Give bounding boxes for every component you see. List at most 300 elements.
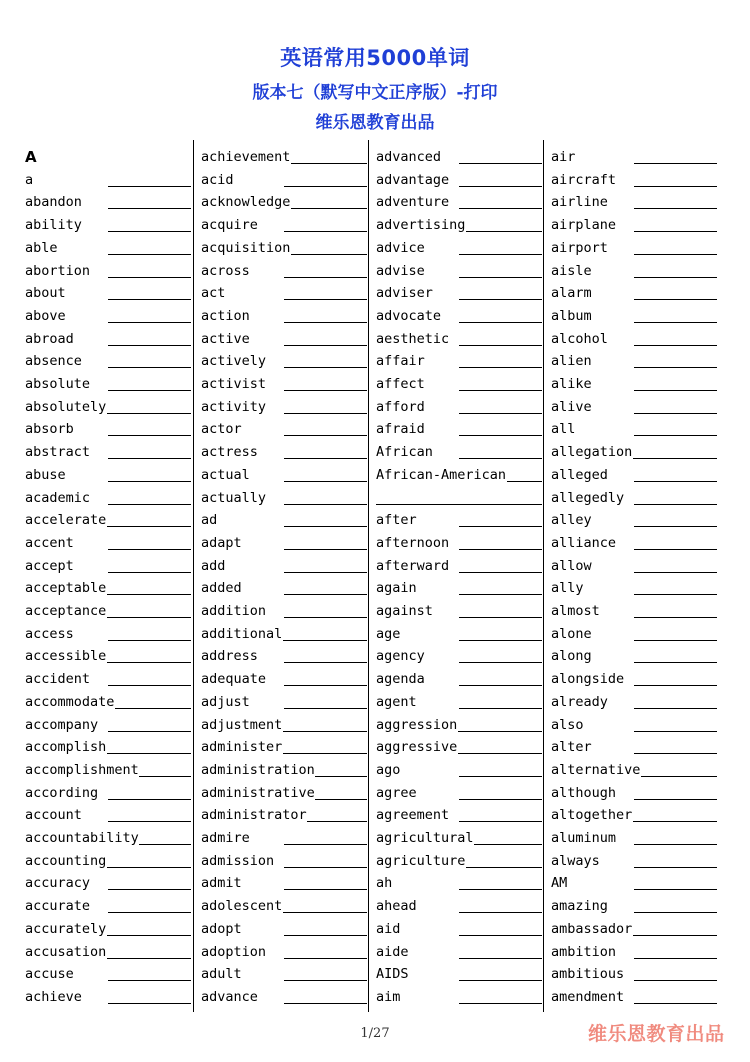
answer-blank-line[interactable] bbox=[283, 731, 367, 732]
answer-blank-line[interactable] bbox=[634, 163, 717, 164]
word-entry bbox=[201, 350, 367, 372]
answer-blank-line[interactable] bbox=[107, 413, 191, 414]
word-text: accommodate bbox=[25, 691, 114, 713]
answer-blank-line[interactable] bbox=[459, 617, 542, 618]
answer-blank-line[interactable] bbox=[291, 208, 367, 209]
word-entry bbox=[551, 396, 717, 418]
answer-blank-line[interactable] bbox=[284, 844, 367, 845]
word-text: abuse bbox=[25, 464, 66, 486]
word-entry bbox=[376, 532, 542, 554]
word-text: above bbox=[25, 305, 66, 327]
answer-blank-line[interactable] bbox=[108, 367, 191, 368]
word-entry bbox=[551, 260, 717, 282]
answer-blank-line[interactable] bbox=[284, 958, 367, 959]
answer-blank-line[interactable] bbox=[284, 685, 367, 686]
word-entry bbox=[376, 350, 542, 372]
answer-blank-line[interactable] bbox=[315, 776, 367, 777]
answer-blank-line[interactable] bbox=[108, 186, 191, 187]
word-text: alarm bbox=[551, 282, 592, 304]
word-entry bbox=[201, 441, 367, 463]
word-text: addition bbox=[201, 600, 266, 622]
word-text: added bbox=[201, 577, 242, 599]
word-entry bbox=[376, 418, 542, 440]
page-number: 1/27 bbox=[360, 1026, 390, 1041]
answer-blank-line[interactable] bbox=[458, 731, 542, 732]
answer-blank-line[interactable] bbox=[466, 231, 542, 232]
word-entry bbox=[376, 214, 542, 236]
word-entry bbox=[376, 668, 542, 690]
answer-blank-line[interactable] bbox=[459, 980, 542, 981]
answer-blank-line[interactable] bbox=[634, 504, 717, 505]
answer-blank-line[interactable] bbox=[108, 481, 191, 482]
answer-blank-line[interactable] bbox=[284, 504, 367, 505]
word-text: afterward bbox=[376, 555, 449, 577]
answer-blank-line[interactable] bbox=[139, 776, 191, 777]
word-entry bbox=[376, 555, 542, 577]
word-text: adopt bbox=[201, 918, 242, 940]
word-entry bbox=[376, 986, 542, 1008]
word-text: acid bbox=[201, 169, 234, 191]
answer-blank-line[interactable] bbox=[108, 799, 191, 800]
word-entry bbox=[201, 623, 367, 645]
answer-blank-line[interactable] bbox=[634, 640, 717, 641]
answer-blank-line[interactable] bbox=[634, 526, 717, 527]
answer-blank-line[interactable] bbox=[107, 617, 191, 618]
answer-blank-line[interactable] bbox=[459, 889, 542, 890]
answer-blank-line[interactable] bbox=[291, 163, 367, 164]
word-entry bbox=[25, 464, 191, 486]
word-text: accent bbox=[25, 532, 74, 554]
word-text: able bbox=[25, 237, 58, 259]
word-entry bbox=[25, 169, 191, 191]
word-text: actually bbox=[201, 487, 266, 509]
answer-blank-line[interactable] bbox=[284, 299, 367, 300]
word-text: abortion bbox=[25, 260, 90, 282]
answer-blank-line[interactable] bbox=[376, 504, 542, 505]
answer-blank-line[interactable] bbox=[284, 889, 367, 890]
answer-blank-line[interactable] bbox=[634, 753, 717, 754]
answer-blank-line[interactable] bbox=[474, 844, 542, 845]
word-text: alongside bbox=[551, 668, 624, 690]
word-text: administer bbox=[201, 736, 282, 758]
answer-blank-line[interactable] bbox=[634, 277, 717, 278]
answer-blank-line[interactable] bbox=[108, 254, 191, 255]
word-text: act bbox=[201, 282, 225, 304]
word-entry bbox=[376, 895, 542, 917]
answer-blank-line[interactable] bbox=[634, 299, 717, 300]
word-entry bbox=[551, 509, 717, 531]
answer-blank-line[interactable] bbox=[283, 640, 367, 641]
word-text: ambitious bbox=[551, 963, 624, 985]
answer-blank-line[interactable] bbox=[108, 504, 191, 505]
answer-blank-line[interactable] bbox=[108, 980, 191, 981]
word-text: air bbox=[551, 146, 575, 168]
answer-blank-line[interactable] bbox=[284, 435, 367, 436]
answer-blank-line[interactable] bbox=[108, 731, 191, 732]
answer-blank-line[interactable] bbox=[284, 345, 367, 346]
word-text: also bbox=[551, 714, 584, 736]
answer-blank-line[interactable] bbox=[459, 299, 542, 300]
word-entry bbox=[376, 872, 542, 894]
word-text: abstract bbox=[25, 441, 90, 463]
word-entry bbox=[25, 691, 191, 713]
word-text: all bbox=[551, 418, 575, 440]
answer-blank-line[interactable] bbox=[634, 549, 717, 550]
word-entry bbox=[25, 986, 191, 1008]
answer-blank-line[interactable] bbox=[107, 867, 191, 868]
answer-blank-line[interactable] bbox=[284, 390, 367, 391]
answer-blank-line[interactable] bbox=[307, 821, 367, 822]
answer-blank-line[interactable] bbox=[315, 799, 367, 800]
answer-blank-line[interactable] bbox=[284, 867, 367, 868]
answer-blank-line[interactable] bbox=[459, 662, 542, 663]
answer-blank-line[interactable] bbox=[459, 935, 542, 936]
word-text: absorb bbox=[25, 418, 74, 440]
word-entry bbox=[25, 487, 191, 509]
word-entry bbox=[551, 623, 717, 645]
answer-blank-line[interactable] bbox=[108, 390, 191, 391]
answer-blank-line[interactable] bbox=[634, 413, 717, 414]
word-entry bbox=[201, 759, 367, 781]
word-text: ago bbox=[376, 759, 400, 781]
answer-blank-line[interactable] bbox=[284, 935, 367, 936]
answer-blank-line[interactable] bbox=[108, 912, 191, 913]
answer-blank-line[interactable] bbox=[283, 912, 367, 913]
answer-blank-line[interactable] bbox=[107, 753, 191, 754]
answer-blank-line[interactable] bbox=[459, 572, 542, 573]
answer-blank-line[interactable] bbox=[108, 572, 191, 573]
word-entry bbox=[376, 804, 542, 826]
answer-blank-line[interactable] bbox=[108, 299, 191, 300]
word-text: account bbox=[25, 804, 82, 826]
word-entry bbox=[25, 305, 191, 327]
answer-blank-line[interactable] bbox=[108, 435, 191, 436]
word-entry bbox=[376, 827, 542, 849]
answer-blank-line[interactable] bbox=[634, 889, 717, 890]
answer-blank-line[interactable] bbox=[459, 413, 542, 414]
word-entry bbox=[201, 986, 367, 1008]
answer-blank-line[interactable] bbox=[459, 594, 542, 595]
answer-blank-line[interactable] bbox=[459, 640, 542, 641]
word-text: action bbox=[201, 305, 250, 327]
answer-blank-line[interactable] bbox=[459, 1003, 542, 1004]
answer-blank-line[interactable] bbox=[284, 526, 367, 527]
word-text: age bbox=[376, 623, 400, 645]
answer-blank-line[interactable] bbox=[284, 458, 367, 459]
word-entry bbox=[25, 804, 191, 826]
word-text: acquisition bbox=[201, 237, 290, 259]
word-text: aggression bbox=[376, 714, 457, 736]
word-text: across bbox=[201, 260, 250, 282]
answer-blank-line[interactable] bbox=[107, 526, 191, 527]
answer-blank-line[interactable] bbox=[507, 481, 542, 482]
answer-blank-line[interactable] bbox=[633, 935, 717, 936]
answer-blank-line[interactable] bbox=[108, 458, 191, 459]
answer-blank-line[interactable] bbox=[634, 322, 717, 323]
answer-blank-line[interactable] bbox=[634, 594, 717, 595]
word-entry bbox=[551, 600, 717, 622]
word-text: alcohol bbox=[551, 328, 608, 350]
answer-blank-line[interactable] bbox=[108, 208, 191, 209]
word-entry bbox=[201, 214, 367, 236]
answer-blank-line[interactable] bbox=[108, 1003, 191, 1004]
answer-blank-line[interactable] bbox=[108, 889, 191, 890]
word-entry bbox=[551, 169, 717, 191]
word-entry bbox=[25, 350, 191, 372]
answer-blank-line[interactable] bbox=[634, 662, 717, 663]
word-entry bbox=[25, 373, 191, 395]
answer-blank-line[interactable] bbox=[283, 753, 367, 754]
word-entry bbox=[551, 282, 717, 304]
word-entry bbox=[551, 918, 717, 940]
word-entry bbox=[201, 146, 367, 168]
answer-blank-line[interactable] bbox=[108, 640, 191, 641]
answer-blank-line[interactable] bbox=[634, 958, 717, 959]
word-entry bbox=[376, 396, 542, 418]
word-text: about bbox=[25, 282, 66, 304]
answer-blank-line[interactable] bbox=[115, 708, 191, 709]
answer-blank-line[interactable] bbox=[634, 731, 717, 732]
answer-blank-line[interactable] bbox=[458, 753, 542, 754]
word-entry bbox=[376, 441, 542, 463]
word-text: alternative bbox=[551, 759, 640, 781]
answer-blank-line[interactable] bbox=[459, 549, 542, 550]
word-entry bbox=[201, 418, 367, 440]
word-entry bbox=[201, 305, 367, 327]
word-entry bbox=[25, 214, 191, 236]
word-entry bbox=[376, 850, 542, 872]
answer-blank-line[interactable] bbox=[107, 958, 191, 959]
answer-blank-line[interactable] bbox=[634, 231, 717, 232]
word-text: already bbox=[551, 691, 608, 713]
answer-blank-line[interactable] bbox=[634, 186, 717, 187]
answer-blank-line[interactable] bbox=[284, 572, 367, 573]
word-entry bbox=[376, 509, 542, 531]
answer-blank-line[interactable] bbox=[634, 254, 717, 255]
answer-blank-line[interactable] bbox=[634, 980, 717, 981]
answer-blank-line[interactable] bbox=[107, 594, 191, 595]
word-column-4 bbox=[543, 140, 718, 1012]
word-text: absolute bbox=[25, 373, 90, 395]
answer-blank-line[interactable] bbox=[108, 322, 191, 323]
answer-blank-line[interactable] bbox=[634, 685, 717, 686]
word-text: alive bbox=[551, 396, 592, 418]
word-entry bbox=[25, 759, 191, 781]
word-text: affair bbox=[376, 350, 425, 372]
word-text: adventure bbox=[376, 191, 449, 213]
answer-blank-line[interactable] bbox=[108, 231, 191, 232]
word-text: adviser bbox=[376, 282, 433, 304]
word-text: afraid bbox=[376, 418, 425, 440]
word-entry bbox=[551, 850, 717, 872]
answer-blank-line[interactable] bbox=[459, 208, 542, 209]
answer-blank-line[interactable] bbox=[284, 231, 367, 232]
word-text: access bbox=[25, 623, 74, 645]
word-text: amazing bbox=[551, 895, 608, 917]
word-text: adjust bbox=[201, 691, 250, 713]
answer-blank-line[interactable] bbox=[634, 708, 717, 709]
answer-blank-line[interactable] bbox=[634, 345, 717, 346]
answer-blank-line[interactable] bbox=[284, 594, 367, 595]
word-entry bbox=[551, 328, 717, 350]
answer-blank-line[interactable] bbox=[634, 867, 717, 868]
word-entry bbox=[201, 804, 367, 826]
answer-blank-line[interactable] bbox=[284, 481, 367, 482]
word-text: adult bbox=[201, 963, 242, 985]
answer-blank-line[interactable] bbox=[459, 799, 542, 800]
word-text: aim bbox=[376, 986, 400, 1008]
word-text: alone bbox=[551, 623, 592, 645]
word-entry bbox=[25, 850, 191, 872]
word-text: afternoon bbox=[376, 532, 449, 554]
word-text: advantage bbox=[376, 169, 449, 191]
word-text: affect bbox=[376, 373, 425, 395]
answer-blank-line[interactable] bbox=[459, 912, 542, 913]
answer-blank-line[interactable] bbox=[634, 367, 717, 368]
word-text: absolutely bbox=[25, 396, 106, 418]
answer-blank-line[interactable] bbox=[284, 662, 367, 663]
word-entry bbox=[201, 464, 367, 486]
word-entry bbox=[376, 918, 542, 940]
answer-blank-line[interactable] bbox=[284, 980, 367, 981]
answer-blank-line[interactable] bbox=[139, 844, 191, 845]
word-text: agenda bbox=[376, 668, 425, 690]
word-text: although bbox=[551, 782, 616, 804]
word-entry bbox=[376, 373, 542, 395]
word-entry bbox=[201, 191, 367, 213]
answer-blank-line[interactable] bbox=[284, 186, 367, 187]
answer-blank-line[interactable] bbox=[459, 526, 542, 527]
word-entry bbox=[376, 691, 542, 713]
answer-blank-line[interactable] bbox=[459, 435, 542, 436]
word-text: a bbox=[25, 169, 33, 191]
word-entry bbox=[376, 305, 542, 327]
word-entry bbox=[201, 963, 367, 985]
answer-blank-line[interactable] bbox=[634, 912, 717, 913]
answer-blank-line[interactable] bbox=[634, 844, 717, 845]
answer-blank-line[interactable] bbox=[108, 345, 191, 346]
word-text: aisle bbox=[551, 260, 592, 282]
answer-blank-line[interactable] bbox=[459, 322, 542, 323]
word-text: accounting bbox=[25, 850, 106, 872]
word-text: agreement bbox=[376, 804, 449, 826]
word-text: admission bbox=[201, 850, 274, 872]
answer-blank-line[interactable] bbox=[107, 662, 191, 663]
answer-blank-line[interactable] bbox=[634, 799, 717, 800]
word-text: advance bbox=[201, 986, 258, 1008]
word-entry bbox=[551, 714, 717, 736]
word-entry bbox=[551, 645, 717, 667]
answer-blank-line[interactable] bbox=[284, 549, 367, 550]
answer-blank-line[interactable] bbox=[459, 345, 542, 346]
answer-blank-line[interactable] bbox=[634, 435, 717, 436]
answer-blank-line[interactable] bbox=[459, 458, 542, 459]
answer-blank-line[interactable] bbox=[633, 458, 717, 459]
answer-blank-line[interactable] bbox=[459, 821, 542, 822]
word-text: activist bbox=[201, 373, 266, 395]
word-text: accusation bbox=[25, 941, 106, 963]
word-entry bbox=[551, 577, 717, 599]
word-text: African bbox=[376, 441, 433, 463]
answer-blank-line[interactable] bbox=[291, 254, 367, 255]
answer-blank-line[interactable] bbox=[459, 776, 542, 777]
answer-blank-line[interactable] bbox=[634, 1003, 717, 1004]
word-text: admit bbox=[201, 872, 242, 894]
word-text: agent bbox=[376, 691, 417, 713]
answer-blank-line[interactable] bbox=[284, 708, 367, 709]
answer-blank-line[interactable] bbox=[634, 617, 717, 618]
word-text: against bbox=[376, 600, 433, 622]
word-text: airport bbox=[551, 237, 608, 259]
word-entry bbox=[551, 941, 717, 963]
answer-blank-line[interactable] bbox=[459, 708, 542, 709]
word-entry bbox=[201, 555, 367, 577]
word-entry bbox=[551, 759, 717, 781]
answer-blank-line[interactable] bbox=[459, 254, 542, 255]
word-text: acquire bbox=[201, 214, 258, 236]
word-entry bbox=[551, 214, 717, 236]
answer-blank-line[interactable] bbox=[284, 413, 367, 414]
answer-blank-line[interactable] bbox=[284, 367, 367, 368]
word-entry bbox=[201, 237, 367, 259]
word-text: adapt bbox=[201, 532, 242, 554]
word-text: accurately bbox=[25, 918, 106, 940]
answer-blank-line[interactable] bbox=[459, 685, 542, 686]
word-entry bbox=[376, 963, 542, 985]
answer-blank-line[interactable] bbox=[459, 186, 542, 187]
answer-blank-line[interactable] bbox=[108, 549, 191, 550]
answer-blank-line[interactable] bbox=[284, 322, 367, 323]
word-entry bbox=[551, 555, 717, 577]
answer-blank-line[interactable] bbox=[284, 1003, 367, 1004]
word-text: alleged bbox=[551, 464, 608, 486]
word-text: alliance bbox=[551, 532, 616, 554]
answer-blank-line[interactable] bbox=[634, 481, 717, 482]
answer-blank-line[interactable] bbox=[633, 821, 717, 822]
answer-blank-line[interactable] bbox=[284, 617, 367, 618]
answer-blank-line[interactable] bbox=[108, 685, 191, 686]
word-entry bbox=[201, 782, 367, 804]
answer-blank-line[interactable] bbox=[107, 935, 191, 936]
answer-blank-line[interactable] bbox=[634, 208, 717, 209]
word-text: aggressive bbox=[376, 736, 457, 758]
word-entry bbox=[551, 487, 717, 509]
answer-blank-line[interactable] bbox=[108, 821, 191, 822]
word-text: airline bbox=[551, 191, 608, 213]
word-entry bbox=[201, 509, 367, 531]
answer-blank-line[interactable] bbox=[459, 958, 542, 959]
answer-blank-line[interactable] bbox=[459, 390, 542, 391]
answer-blank-line[interactable] bbox=[634, 572, 717, 573]
word-text: always bbox=[551, 850, 600, 872]
word-entry bbox=[201, 169, 367, 191]
answer-blank-line[interactable] bbox=[466, 867, 542, 868]
answer-blank-line[interactable] bbox=[459, 367, 542, 368]
word-text: aircraft bbox=[551, 169, 616, 191]
answer-blank-line[interactable] bbox=[459, 163, 542, 164]
word-entry bbox=[201, 714, 367, 736]
answer-blank-line[interactable] bbox=[108, 277, 191, 278]
word-entry bbox=[376, 645, 542, 667]
word-text: advice bbox=[376, 237, 425, 259]
word-text: allow bbox=[551, 555, 592, 577]
answer-blank-line[interactable] bbox=[284, 277, 367, 278]
answer-blank-line[interactable] bbox=[641, 776, 717, 777]
answer-blank-line[interactable] bbox=[459, 277, 542, 278]
word-text: ambassador bbox=[551, 918, 632, 940]
word-entry bbox=[201, 282, 367, 304]
answer-blank-line[interactable] bbox=[634, 390, 717, 391]
